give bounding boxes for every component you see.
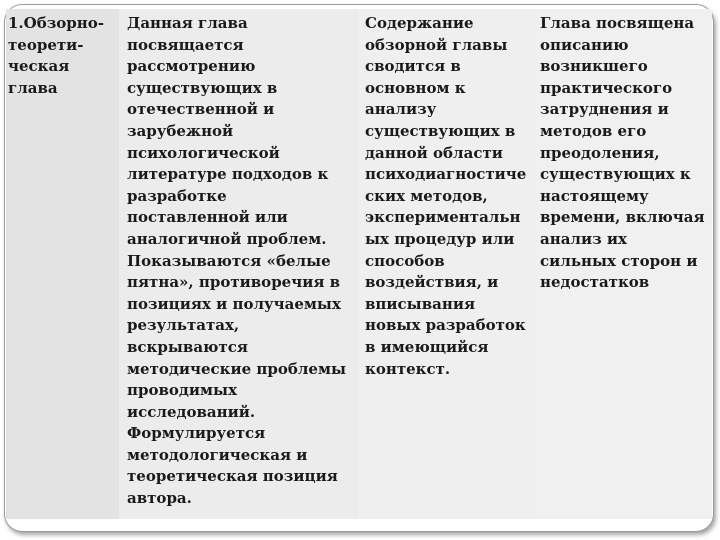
cell-text-line: возникшего xyxy=(540,57,648,76)
cell-text-line: новых разработок xyxy=(365,316,526,335)
cell-text-line: позициях и получаемых xyxy=(127,294,341,313)
cell-text-line: Показываются «белые xyxy=(127,251,331,270)
cell-text-line: отечественной и xyxy=(127,100,275,119)
cell-text-line: рассмотрению xyxy=(127,57,256,76)
cell-text-line: результатах, xyxy=(127,316,240,335)
cell-text-line: посвящается xyxy=(127,35,244,54)
cell-text-line: основном к xyxy=(365,78,466,97)
cell-text-line: экспериментальн xyxy=(365,208,521,227)
cell-text-line: пятна», противоречия в xyxy=(127,273,341,292)
cell-text-line: практического xyxy=(540,78,673,97)
cell-text-line: Глава посвящена xyxy=(540,14,695,32)
cell-text-line: времени, включая xyxy=(540,208,705,227)
cell-text-line: в имеющийся xyxy=(365,337,489,356)
cell-text-line: существующих в xyxy=(365,121,516,140)
cell-text-line: разработке xyxy=(127,186,227,205)
cell-text-line: вписывания xyxy=(365,294,476,313)
content-table xyxy=(6,9,712,519)
cell-text-line: поставленной или xyxy=(127,208,288,227)
cell-text-line: Содержание xyxy=(365,14,474,32)
cell-text-line: психологической xyxy=(127,143,280,162)
cell-text-line: настоящему xyxy=(540,186,649,205)
cell-text-line: контекст. xyxy=(365,359,451,378)
cell-text-line: психодиагностиче xyxy=(365,165,527,184)
cell-text-line: существующих в xyxy=(127,78,278,97)
cell-text-line: исследований. xyxy=(127,402,256,421)
cell-text-line: методов его xyxy=(540,121,647,140)
cell-text-line: литературе подходов к xyxy=(127,165,329,184)
cell-text-line: зарубежной xyxy=(127,121,234,140)
cell-text-line: существующих к xyxy=(540,165,691,184)
cell-text-line: описанию xyxy=(540,35,629,54)
cell-text-line: воздействия, и xyxy=(365,273,499,292)
cell-text-line: проводимых xyxy=(127,381,238,400)
cell-text-line: анализ их xyxy=(540,229,627,248)
cell-text-line: 1.Обзорно- xyxy=(8,14,105,32)
cell-text-line: глава xyxy=(8,78,58,97)
table-cell-review-content xyxy=(358,9,533,519)
cell-text-line: сводится в xyxy=(365,57,461,76)
cell-text-line: методологическая и xyxy=(127,445,308,464)
cell-text-line: способов xyxy=(365,251,445,270)
cell-text-line: затруднения и xyxy=(540,100,669,119)
cell-text-line: теоретическая позиция xyxy=(127,467,338,486)
cell-text-line: методические проблемы xyxy=(127,359,347,378)
cell-text-line: обзорной главы xyxy=(365,35,508,54)
cell-text-line: ых процедур или xyxy=(365,229,515,248)
cell-text-line: анализу xyxy=(365,100,437,119)
cell-text-line: ских методов, xyxy=(365,186,488,205)
cell-text-line: автора. xyxy=(127,489,192,508)
cell-text-line: аналогичной проблем. xyxy=(127,229,327,248)
cell-text-line: преодоления, xyxy=(540,143,660,162)
cell-text-line: недостатков xyxy=(540,273,650,292)
cell-text-line: теорети- xyxy=(8,35,84,54)
cell-text-line: ческая xyxy=(8,57,70,76)
table-cell-practical-content xyxy=(533,9,712,519)
cell-text-line: Данная глава xyxy=(127,14,248,32)
cell-text-line: вскрываются xyxy=(127,337,248,356)
table-cell-chapter-type xyxy=(6,9,119,519)
cell-text-line: данной области xyxy=(365,143,503,162)
cell-text-line: сильных сторон и xyxy=(540,251,698,270)
table-cell-chapter-content xyxy=(119,9,358,519)
cell-text-line: Формулируется xyxy=(127,424,266,443)
